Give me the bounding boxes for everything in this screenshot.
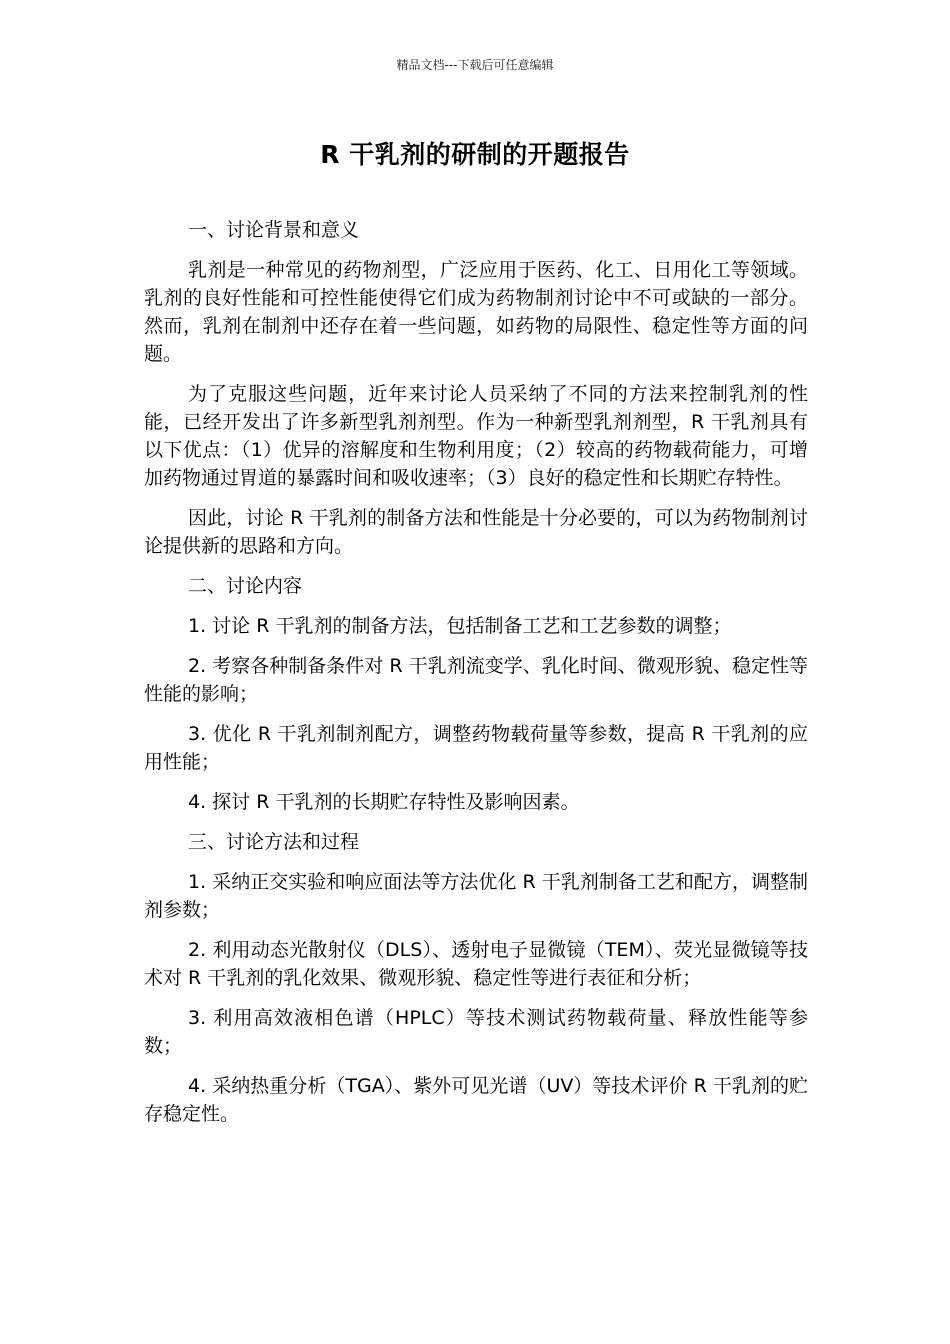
section-heading-methods: 三、讨论方法和过程 (188, 831, 360, 853)
method-item-2: 2. 利用动态光散射仪（DLS）、透射电子显微镜（TEM）、荧光显微镜等技术对 R 干乳剂的乳化效果、微观形貌、稳定性等进行表征和分析； (144, 939, 808, 989)
paragraph-emulsion-intro: 乳剂是一种常见的药物剂型，广泛应用于医药、化工、日用化工等领域。乳剂的良好性能和可控性能使得它们成为药物制剂讨论中不可或缺的一部分。然而，乳剂在制剂中还存在着一些问题，如药物的局限性、稳定性等方面的问题。 (144, 259, 808, 365)
document-title: R 干乳剂的研制的开题报告 (320, 140, 630, 169)
content-item-2: 2. 考察各种制备条件对 R 干乳剂流变学、乳化时间、微观形貌、稳定性等性能的影响； (144, 655, 808, 705)
method-item-1: 1. 采纳正交实验和响应面法等方法优化 R 干乳剂制备工艺和配方，调整制剂参数； (144, 871, 808, 921)
content-item-4: 4. 探讨 R 干乳剂的长期贮存特性及影响因素。 (188, 791, 580, 813)
section-heading-content: 二、讨论内容 (188, 575, 303, 597)
section-heading-background: 一、讨论背景和意义 (188, 219, 360, 241)
content-item-3: 3. 优化 R 干乳剂制剂配方，调整药物载荷量等参数，提高 R 干乳剂的应用性能； (144, 723, 808, 773)
method-item-4: 4. 采纳热重分析（TGA）、紫外可见光谱（UV）等技术评价 R 干乳剂的贮存稳定性。 (144, 1075, 808, 1125)
content-item-1: 1. 讨论 R 干乳剂的制备方法，包括制备工艺和工艺参数的调整； (188, 615, 732, 637)
method-item-3: 3. 利用高效液相色谱（HPLC）等技术测试药物载荷量、释放性能等参数； (144, 1007, 808, 1057)
header-note: 精品文档---下载后可任意编辑 (396, 58, 554, 72)
paragraph-r-dry-emulsion-advantages: 为了克服这些问题，近年来讨论人员采纳了不同的方法来控制乳剂的性能，已经开发出了许多新型乳剂剂型。作为一种新型乳剂剂型，R 干乳剂具有以下优点：（1）优异的溶解度和生物利用度；（2）较高的药物载荷能力，可增加药物通过胃道的暴露时间和吸收速率；（3）良好的稳定性和长期贮存特性。 (144, 383, 808, 489)
paragraph-significance: 因此，讨论 R 干乳剂的制备方法和性能是十分必要的，可以为药物制剂讨论提供新的思路和方向。 (144, 507, 808, 557)
document-body (144, 216, 808, 1140)
